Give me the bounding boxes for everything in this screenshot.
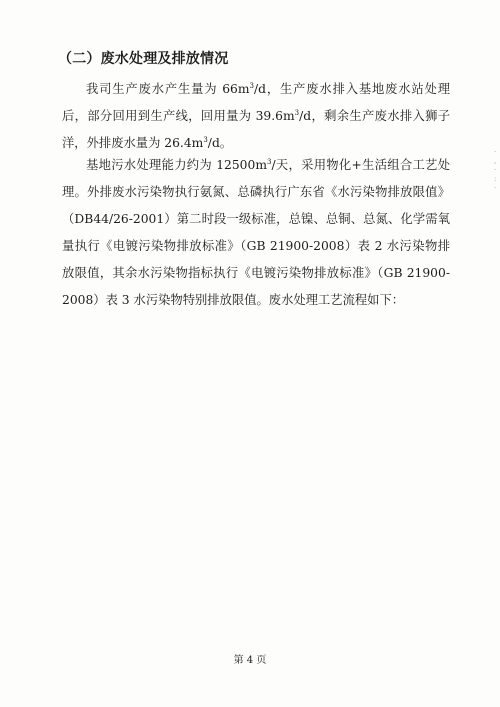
superscript: 3 (266, 157, 272, 166)
page-number: 第 4 页 (233, 655, 267, 666)
paragraph-text: /d。 (207, 136, 233, 150)
superscript: 3 (203, 135, 208, 144)
paragraph-text: /d，剩余生产废水排入狮子洋，外排废水量为 26.4m (62, 109, 451, 150)
paragraph-text: 我司生产废水产生量为 66m (86, 82, 250, 96)
paragraph-text: /天，采用物化+生活组合工艺处理。外排废水污染物执行氨氮、总磷执行广东省《水污染物排放限值》（DB44/26-2001）第二时段一级标准，总镍、总铜、总氮、化学需氧量执行《电镀污染物排放标准》（GB 21900-2008）表 2 水污染物排放限值，其余水污染物指标执行《电镀污染物排放标准》（GB 21900-2008）表 3 水污染物特别排放限值。废水处理工艺流程如下： (62, 158, 450, 307)
paragraph-text: 基地污水处理能力约为 12500m (86, 158, 267, 172)
paragraph-treatment-standards (62, 152, 450, 314)
superscript: 3 (249, 81, 254, 90)
paragraph-text: /d，生产废水排入基地废水站处理后，部分回用到生产线，回用量为 39.6m (62, 82, 451, 123)
section-heading: （二）废水处理及排放情况 (58, 51, 229, 67)
paragraph-wastewater-volume (62, 76, 450, 157)
superscript: 3 (294, 108, 300, 117)
binding-edge-mark: · , · : · (494, 148, 497, 192)
